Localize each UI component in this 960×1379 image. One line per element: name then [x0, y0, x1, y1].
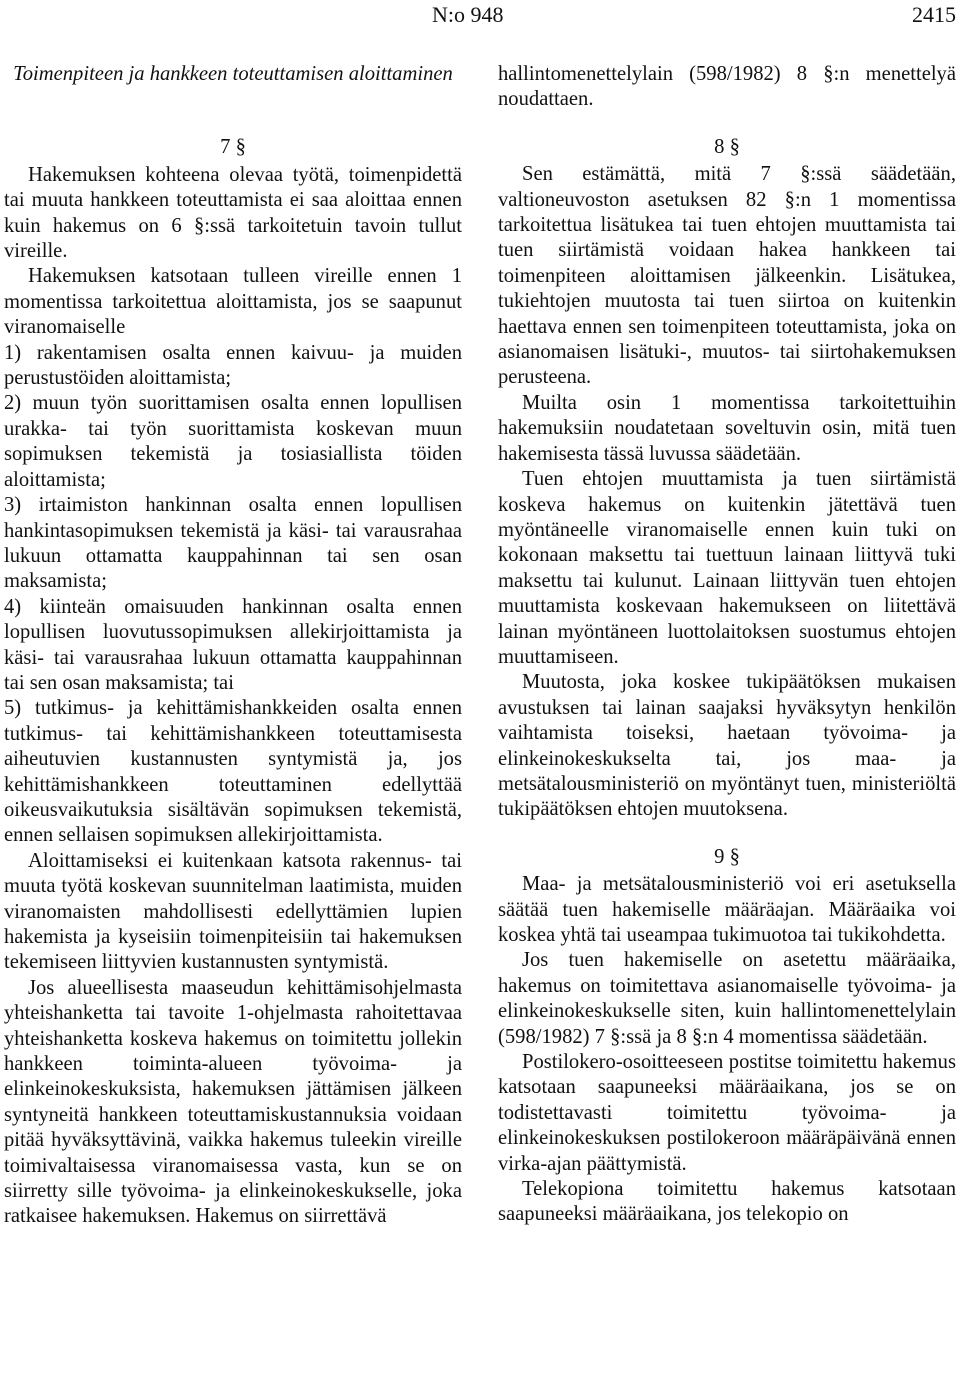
right-column	[498, 62, 956, 1228]
page-number: 2415	[912, 2, 956, 27]
paragraph: Hakemuksen katsotaan tulleen vireille ennen 1 momentissa tarkoitettua aloittamista, jos se saapunut viranomaiselle	[4, 265, 462, 339]
list-item: 5) tutkimus- ja kehittämishankkeiden osalta ennen tutkimus- tai kehittämishankkeen toteuttamisesta aiheutuvien kustannusten syntymistä ja, jos kehittämishankkeen toteuttaminen edellyttää oikeusvaikutuksia sisältävän sopimuksen tekemistä, ennen sellaisen sopimuksen allekirjoittamista.	[4, 697, 462, 847]
section-title: Toimenpiteen ja hankkeen toteuttamisen aloittaminen	[13, 63, 453, 85]
paragraph: Tuen ehtojen muuttamista ja tuen siirtämistä koskeva hakemus on kuitenkin jätettävä tuen myöntäneelle viranomaiselle ennen kuin tuki on kokonaan maksettu tai tuettuun lainaan liittyvä tuki maksettu tai kulunut. Lainaan liittyvän tuen ehtojen muuttamista koskevaan hakemukseen on liitettävä lainan myöntäneen luottolaitoksen suostumus ehtojen muuttamiseen.	[498, 468, 956, 668]
paragraph: Maa- ja metsätalousministeriö voi eri asetuksella säätää tuen hakemiselle määräajan. Määräaika voi koskea yhtä tai useampaa tukimuotoa tai tukikohdetta.	[498, 873, 956, 946]
paragraph: Muilta osin 1 momentissa tarkoitettuihin hakemuksiin noudatetaan soveltuvin osin, mitä tuen hakemisesta tässä luvussa säädetään.	[498, 391, 956, 465]
paragraph: Telekopiona toimitettu hakemus katsotaan saapuneeksi määräaikana, jos telekopio on	[498, 1178, 956, 1226]
paragraph: Hakemuksen kohteena olevaa työtä, toimenpidettä tai muuta hankkeen toteuttamista ei saa aloittaa ennen kuin hakemus on 6 §:ssä tarkoitetuin tavoin tullut vireille.	[4, 163, 462, 263]
left-column	[4, 62, 462, 1230]
paragraph: Sen estämättä, mitä 7 §:ssä säädetään, valtioneuvoston asetuksen 82 §:n 1 momentissa tarkoitettua lisätukea tai tuen ehtojen muuttamista tai tuen siirtämistä voidaan hakea hankkeen tai toimenpiteen aloittamisen jälkeenkin. Lisätukea, tukiehtojen muutosta tai tuen siirtoa on kuitenkin haettava ennen sen toimenpiteen toteuttamista, joka on asianomaisen lisätuki-, muutos- tai siirtohakemuksen perusteena.	[498, 163, 956, 389]
paragraph-continuation: hallintomenettelylain (598/1982) 8 §:n menettelyä noudattaen.	[498, 63, 956, 111]
section-7-heading: 7 §	[220, 136, 246, 159]
paragraph: Jos tuen hakemiselle on asetettu määräaika, hakemus on toimitettava asianomaiselle työvoima- ja elinkeinokeskukselle siten, kuin hallintomenettelylain (598/1982) 7 §:ssä ja 8 §:n 4 momentissa säädetään.	[498, 949, 956, 1048]
list-item: 4) kiinteän omaisuuden hankinnan osalta ennen lopullisen luovutussopimuksen allekirjoittamista ja käsi- tai varausrahaa lukuun ottamatta kauppahinnan tai sen osan maksamista; tai	[4, 595, 462, 694]
section-9-heading: 9 §	[714, 845, 740, 868]
paragraph: Postilokero-osoitteeseen postitse toimitettu hakemus katsotaan saapuneeksi määräaikana, jos se on todistettavasti toimitettu työvoima- ja elinkeinokeskuksen postilokeroon määräpäivänä ennen virka-ajan päättymistä.	[498, 1051, 956, 1175]
paragraph: Muutosta, joka koskee tukipäätöksen mukaisen avustuksen tai lainan saajaksi hyväksytyn henkilön vaihtamista toiseksi, haetaan työvoima- ja elinkeinokeskukselta tai, jos maa- ja metsätalousministeriö on myöntänyt tuen, ministeriöltä tukipäätöksen ehtojen muutoksena.	[498, 671, 956, 821]
paragraph: Jos alueellisesta maaseudun kehittämisohjelmasta yhteishanketta tai tavoite 1-ohjelmasta rahoitettavaa yhteishanketta koskeva hakemus on toimitettu jollekin hankkeen toiminta-alueen työvoima- ja elinkeinokeskuksista, hakemuksen jättämisen jälkeen syntyneitä hankkeen toteuttamiskustannuksia voidaan pitää hyväksyttävinä, vaikka hakemus tuleekin vireille toimivaltaisessa viranomaisessa vasta, kun se on siirretty sille työvoima- ja elinkeinokeskukselle, joka ratkaisee hakemuksen. Hakemus on siirrettävä	[4, 976, 462, 1228]
list-item: 2) muun työn suorittamisen osalta ennen lopullisen urakka- tai työn suorittamista koskevan muun sopimuksen tekemistä ja tosiasiallista töiden aloittamista;	[4, 392, 462, 491]
document-number: N:o 948	[432, 2, 504, 27]
paragraph: Aloittamiseksi ei kuitenkaan katsota rakennus- tai muuta työtä koskevan suunnitelman laatimista, muiden viranomaisten mahdollisesti edellyttämien lupien hakemista ja kyseisiin toimenpiteisiin tai hakemuksen tekemiseen liittyvien kustannusten syntymistä.	[4, 849, 462, 974]
section-8-heading: 8 §	[714, 135, 740, 158]
list-item: 3) irtaimiston hankinnan osalta ennen lopullisen hankintasopimuksen tekemistä ja käsi- tai varausrahaa lukuun ottamatta kauppahinnan tai sen osan maksamista;	[4, 494, 462, 593]
list-item: 1) rakentamisen osalta ennen kaivuu- ja muiden perustustöiden aloittamista;	[4, 341, 462, 390]
